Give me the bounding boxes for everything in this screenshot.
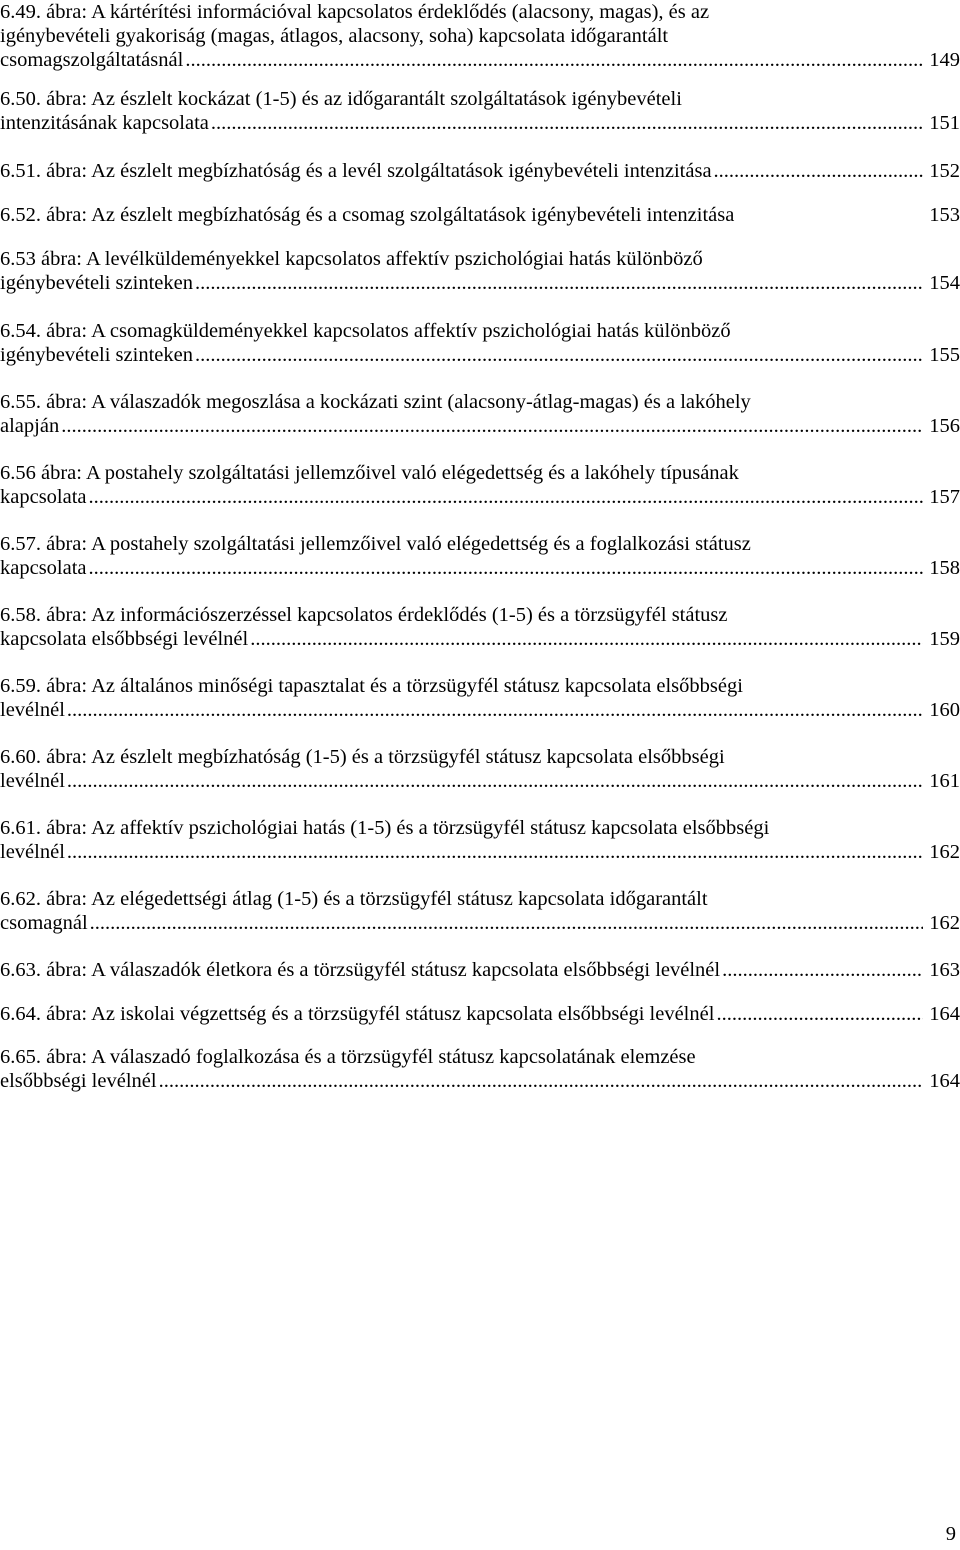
- toc-entry[interactable]: [0, 390, 960, 438]
- dot-leader: [90, 911, 924, 935]
- toc-entry[interactable]: [0, 745, 960, 793]
- toc-entry[interactable]: [0, 461, 960, 509]
- toc-page-number: 164: [929, 1070, 960, 1092]
- toc-page-number: 155: [929, 344, 960, 366]
- toc-entry-title: 6.53 ábra: A levélküldeményekkel kapcsolatos affektív pszichológiai hatás különböző: [0, 248, 703, 270]
- toc-entry[interactable]: [0, 319, 960, 367]
- toc-entry-title: elsőbbségi levélnél: [0, 1070, 157, 1092]
- dot-leader: [159, 1069, 924, 1093]
- toc-page-number: 158: [929, 557, 960, 579]
- toc-page-number: 157: [929, 486, 960, 508]
- toc-entry-title: 6.54. ábra: A csomagküldeményekkel kapcsolatos affektív pszichológiai hatás különböző: [0, 320, 731, 342]
- toc-page-number: 164: [929, 1003, 960, 1025]
- toc-page-number: 154: [929, 272, 960, 294]
- toc-page-number: 153: [929, 204, 960, 226]
- dot-leader: [716, 1002, 923, 1026]
- dot-leader: [61, 414, 923, 438]
- toc-entry-title: igénybevételi szinteken: [0, 272, 193, 294]
- toc-entry-title: 6.56 ábra: A postahely szolgáltatási jellemzőivel való elégedettség és a lakóhely típusának: [0, 462, 739, 484]
- toc-entry-title: levélnél: [0, 699, 65, 721]
- toc-entry-title: igénybevételi gyakoriság (magas, átlagos, alacsony, soha) kapcsolata időgarantált: [0, 25, 669, 47]
- dot-leader: [67, 769, 923, 793]
- toc-entry-title: kapcsolata elsőbbségi levélnél: [0, 628, 249, 650]
- dot-leader: [722, 958, 923, 982]
- toc-page-number: 151: [929, 112, 960, 134]
- toc-entry[interactable]: [0, 87, 960, 135]
- toc-entry-title: 6.52. ábra: Az észlelt megbízhatóság és a csomag szolgáltatások igénybevételi intenzitása: [0, 204, 735, 226]
- dot-leader: [67, 698, 923, 722]
- toc-entry[interactable]: [0, 1002, 960, 1026]
- dot-leader: [67, 840, 923, 864]
- toc-entry-title: kapcsolata: [0, 557, 87, 579]
- toc-entry-title: 6.65. ábra: A válaszadó foglalkozása és a törzsügyfél státusz kapcsolatának elemzése: [0, 1046, 696, 1068]
- toc-entry[interactable]: [0, 203, 960, 227]
- toc-entry[interactable]: [0, 603, 960, 651]
- toc-page-number: 160: [929, 699, 960, 721]
- page-number: 9: [945, 1523, 956, 1545]
- toc-entry-title: 6.57. ábra: A postahely szolgáltatási jellemzőivel való elégedettség és a foglalkozási státusz: [0, 533, 751, 555]
- toc-entry-title: 6.51. ábra: Az észlelt megbízhatóság és a levél szolgáltatások igénybevételi intenzitása: [0, 160, 712, 182]
- toc-page-number: 161: [929, 770, 960, 792]
- dot-leader: [714, 159, 924, 183]
- toc-entry[interactable]: [0, 532, 960, 580]
- toc-entry-title: csomagnál: [0, 912, 88, 934]
- toc-page-number: 162: [929, 912, 960, 934]
- toc-page-number: 152: [929, 160, 960, 182]
- toc-entry-title: 6.58. ábra: Az információszerzéssel kapcsolatos érdeklődés (1-5) és a törzsügyfél státusz: [0, 604, 728, 626]
- dot-leader: [195, 343, 923, 367]
- toc-entry[interactable]: [0, 887, 960, 935]
- toc-page-number: 149: [929, 49, 960, 71]
- toc-entry-title: 6.60. ábra: Az észlelt megbízhatóság (1-5) és a törzsügyfél státusz kapcsolata elsőbbségi: [0, 746, 725, 768]
- toc-entry[interactable]: [0, 159, 960, 183]
- toc-entry[interactable]: [0, 0, 960, 72]
- toc-entry-title: 6.49. ábra: A kártérítési információval kapcsolatos érdeklődés (alacsony, magas), és az: [0, 1, 710, 23]
- dot-leader: [89, 485, 924, 509]
- dot-leader: [89, 556, 924, 580]
- toc-page-number: 162: [929, 841, 960, 863]
- toc-entry-title: 6.59. ábra: Az általános minőségi tapasztalat és a törzsügyfél státusz kapcsolata elsőbbségi: [0, 675, 743, 697]
- toc-entry-title: 6.64. ábra: Az iskolai végzettség és a törzsügyfél státusz kapcsolata elsőbbségi levélnél: [0, 1003, 715, 1025]
- toc-entry-title: levélnél: [0, 770, 65, 792]
- toc-entry-title: alapján: [0, 415, 60, 437]
- toc-entry[interactable]: [0, 1045, 960, 1093]
- toc-entry[interactable]: [0, 247, 960, 295]
- toc-entry-title: intenzitásának kapcsolata: [0, 112, 209, 134]
- dot-leader: [211, 111, 923, 135]
- dot-leader: [185, 48, 923, 72]
- toc-entry-title: levélnél: [0, 841, 65, 863]
- toc-page-number: 159: [929, 628, 960, 650]
- toc-entry[interactable]: [0, 816, 960, 864]
- toc-entry-title: 6.61. ábra: Az affektív pszichológiai hatás (1-5) és a törzsügyfél státusz kapcsolata elsőbbségi: [0, 817, 770, 839]
- toc-entry-title: 6.62. ábra: Az elégedettségi átlag (1-5) és a törzsügyfél státusz kapcsolata időgarantált: [0, 888, 708, 910]
- toc-page-number: 163: [929, 959, 960, 981]
- toc-entry-title: csomagszolgáltatásnál: [0, 49, 184, 71]
- toc-entry-title: igénybevételi szinteken: [0, 344, 193, 366]
- toc-entry-title: 6.63. ábra: A válaszadók életkora és a törzsügyfél státusz kapcsolata elsőbbségi levélnél: [0, 959, 721, 981]
- toc-entry-title: kapcsolata: [0, 486, 87, 508]
- toc-entry[interactable]: [0, 958, 960, 982]
- toc-entry-title: 6.50. ábra: Az észlelt kockázat (1-5) és az időgarantált szolgáltatások igénybevételi: [0, 88, 682, 110]
- toc-entry[interactable]: [0, 674, 960, 722]
- dot-leader: [250, 627, 923, 651]
- toc-entry-title: 6.55. ábra: A válaszadók megoszlása a kockázati szint (alacsony-átlag-magas) és a lakóhely: [0, 391, 751, 413]
- toc-page-number: 156: [929, 415, 960, 437]
- dot-leader: [195, 271, 923, 295]
